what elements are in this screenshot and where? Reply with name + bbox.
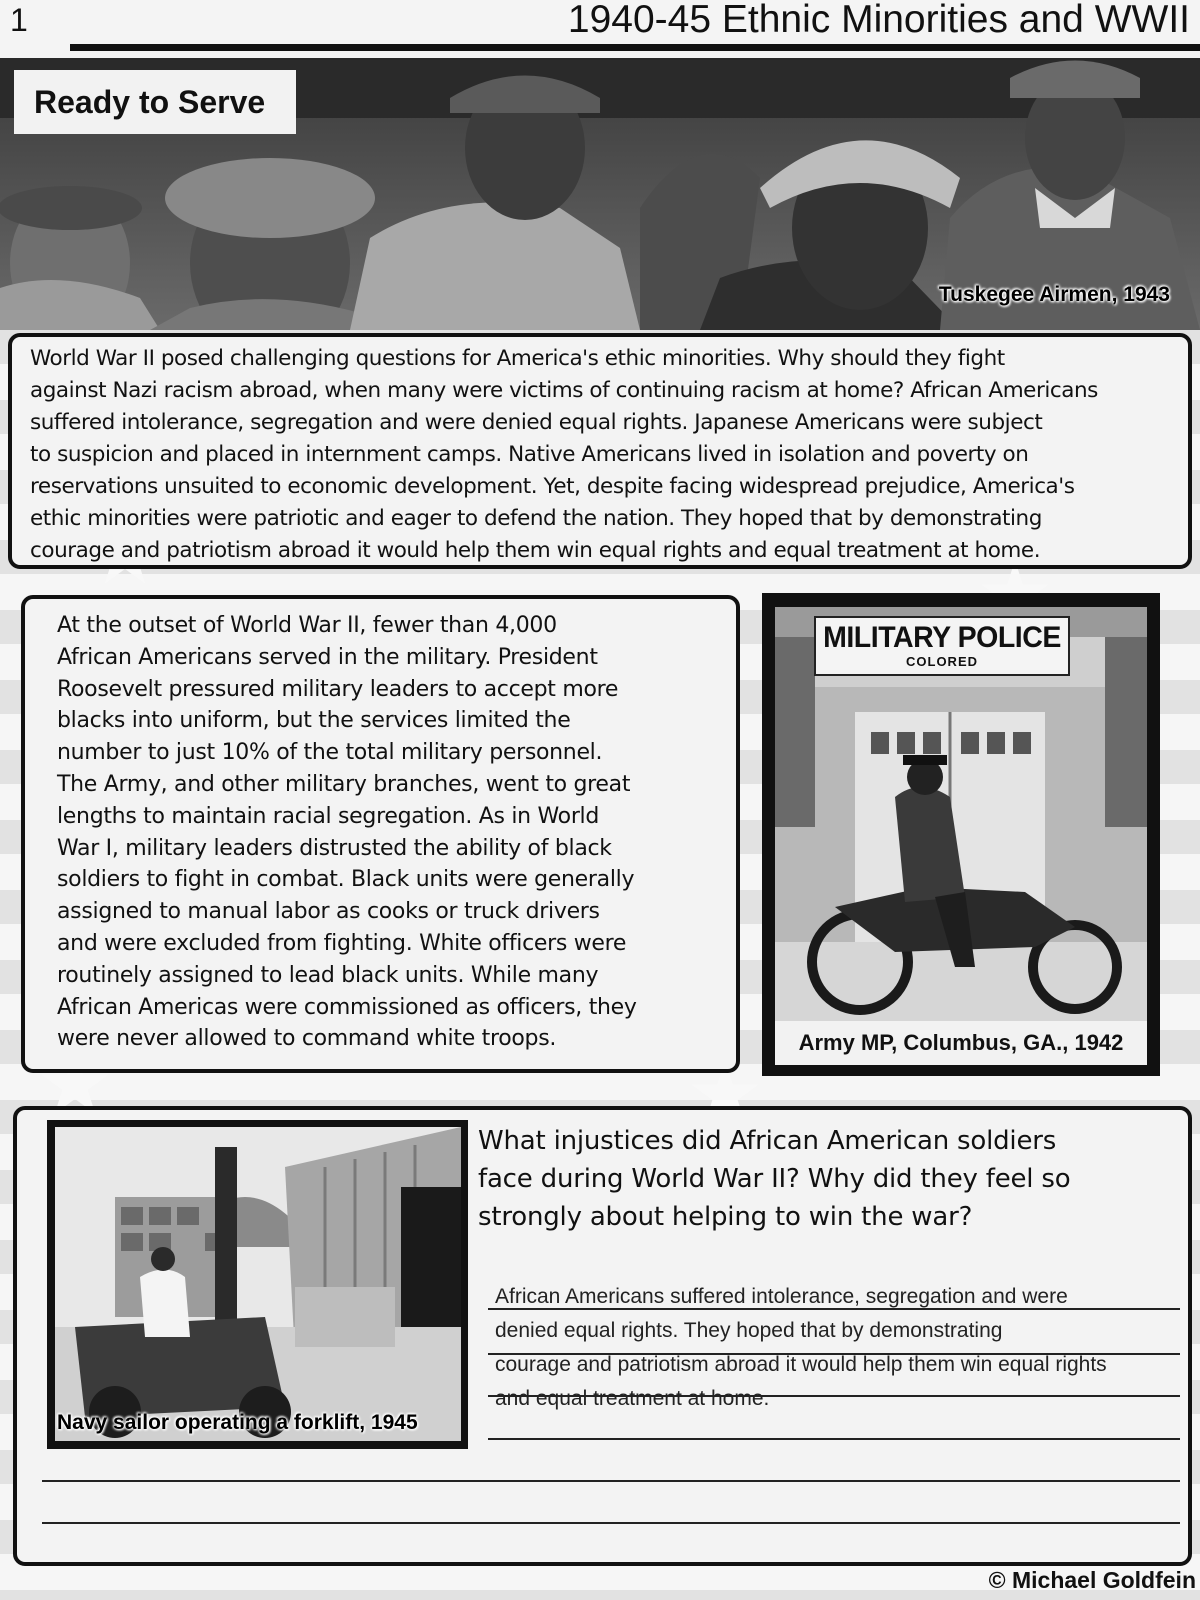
main-text-line: number to just 10% of the total military personnel. xyxy=(57,740,603,766)
main-text-line: blacks into uniform, but the services limited the xyxy=(57,708,571,734)
page-number: 1 xyxy=(10,2,28,38)
answer-text-line: and equal treatment at home. xyxy=(495,1387,770,1410)
intro-line: suffered intolerance, segregation and were denied equal rights. Japanese Americans were subject xyxy=(30,410,1043,435)
section-title-label: Ready to Serve xyxy=(14,70,296,134)
intro-line: against Nazi racism abroad, when many were victims of continuing racism at home? African Americans xyxy=(30,378,1098,403)
main-text-line: Roosevelt pressured military leaders to accept more xyxy=(57,676,619,702)
intro-paragraph-box xyxy=(8,333,1192,569)
page-title: 1940-45 Ethnic Minorities and WWII xyxy=(567,0,1190,41)
question-line: What injustices did African American soldiers xyxy=(478,1126,1057,1156)
copyright-notice: © Michael Goldfein xyxy=(988,1567,1196,1593)
main-text-line: assigned to manual labor as cooks or truck drivers xyxy=(57,899,600,925)
intro-line: World War II posed challenging questions for America's ethic minorities. Why should they fight xyxy=(30,346,1005,371)
intro-line: ethic minorities were patriotic and eager to defend the nation. They hoped that by demonstrating xyxy=(30,506,1042,531)
main-text-line: War I, military leaders distrusted the ability of black xyxy=(57,835,612,861)
main-text-line: African Americas were commissioned as officers, they xyxy=(57,994,637,1020)
main-text-line: and were excluded from fighting. White officers were xyxy=(57,930,627,956)
question-prompt xyxy=(478,1122,1184,1236)
forklift-photo-caption: Navy sailor operating a forklift, 1945 xyxy=(57,1411,418,1434)
navy-forklift-photo xyxy=(55,1127,461,1441)
main-text-line: The Army, and other military branches, went to great xyxy=(57,771,631,797)
answer-line xyxy=(488,1438,1180,1440)
question-line: strongly about helping to win the war? xyxy=(478,1202,973,1232)
army-mp-photo xyxy=(775,607,1147,1021)
answer-field[interactable] xyxy=(495,1280,1185,1416)
answer-text-line: denied equal rights. They hoped that by demonstrating xyxy=(495,1319,1003,1342)
main-text-line: soldiers to fight in combat. Black units were generally xyxy=(57,867,635,893)
mp-sign-subtext: COLORED xyxy=(906,654,978,669)
main-text-line: routinely assigned to lead black units. While many xyxy=(57,962,599,988)
title-underline xyxy=(70,44,1200,51)
answer-text-line: African Americans suffered intolerance, segregation and were xyxy=(495,1285,1068,1308)
main-text-line: African Americans served in the military. President xyxy=(57,644,598,670)
question-line: face during World War II? Why did they feel so xyxy=(478,1164,1071,1194)
main-text-line: At the outset of World War II, fewer than 4,000 xyxy=(57,613,557,638)
intro-line: courage and patriotism abroad it would help them win equal rights and equal treatment at home. xyxy=(30,538,1041,563)
answer-line xyxy=(42,1522,1180,1524)
main-text-line: were never allowed to command white troops. xyxy=(57,1026,557,1052)
hero-photo-caption: Tuskegee Airmen, 1943 xyxy=(938,283,1170,306)
answer-text-line: courage and patriotism abroad it would help them win equal rights xyxy=(495,1353,1107,1376)
answer-line xyxy=(42,1480,1180,1482)
intro-line: to suspicion and placed in internment camps. Native Americans lived in isolation and poverty on xyxy=(30,442,1029,467)
mp-photo-caption: Army MP, Columbus, GA., 1942 xyxy=(775,1021,1147,1065)
intro-line: reservations unsuited to economic development. Yet, despite facing widespread prejudice, America's xyxy=(30,474,1075,499)
main-text-line: lengths to maintain racial segregation. As in World xyxy=(57,803,600,829)
mp-sign-text: MILITARY POLICE xyxy=(823,621,1061,654)
main-text-box xyxy=(21,595,740,1073)
